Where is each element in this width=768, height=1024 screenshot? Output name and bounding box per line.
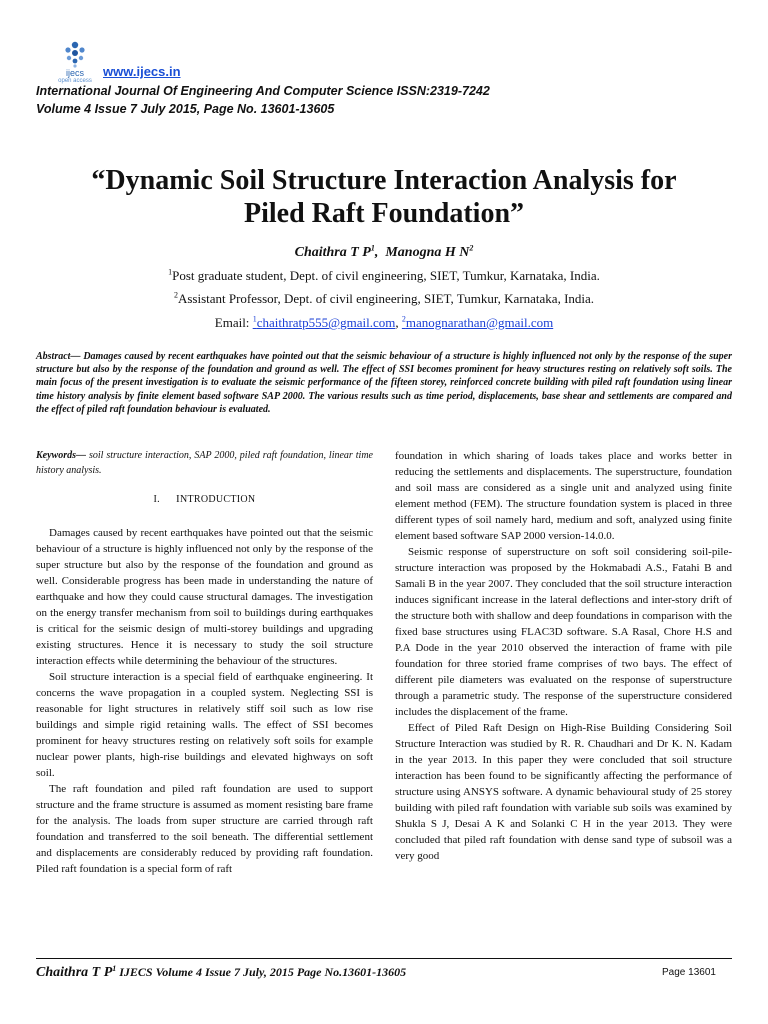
section-title-initial: I <box>175 493 180 505</box>
author-separator: , <box>374 245 386 260</box>
section-heading-introduction <box>36 491 373 508</box>
email-2-text: manognarathan@gmail.com <box>405 315 554 330</box>
email-link-2[interactable] <box>402 315 553 330</box>
affiliation-1-text: Post graduate student, Dept. of civil engineering, SIET, Tumkur, Karnataka, India. <box>172 268 600 283</box>
email-1-text: chaithratp555@gmail.com <box>256 315 396 330</box>
keywords <box>36 448 373 478</box>
keywords-label: Keywords— <box>36 450 86 461</box>
author-2: Manogna H N <box>385 245 470 260</box>
email-line <box>36 315 732 331</box>
paper-title <box>36 164 732 230</box>
affiliation-2 <box>36 291 732 307</box>
author-list <box>36 245 732 261</box>
paragraph: foundation in which sharing of loads takes place and works better in reducing the settlements and displacements. The superstructure, foundation and soil mass are considered as a single unit and analyzed using finite element method (FEM). The structure foundation system is placed in three different types of soil namely hard, medium and soft, analyzed using finite element based software SAP 2000 version-14.0.0. <box>395 450 732 542</box>
journal-website-link[interactable]: www.ijecs.in <box>103 64 181 79</box>
body-column-right <box>395 448 732 864</box>
paper-title-line-1: “Dynamic Soil Structure Interaction Analysis for <box>91 165 677 196</box>
paper-title-line-2: Piled Raft Foundation” <box>243 198 525 229</box>
journal-logo <box>52 40 98 85</box>
logo-icon <box>60 40 90 68</box>
footer-divider <box>36 958 732 959</box>
logo-word: ijecs <box>65 68 84 78</box>
author-1: Chaithra T P <box>294 245 371 260</box>
footer-author: Chaithra T P <box>36 965 113 980</box>
logo-subtitle: open access <box>58 78 92 84</box>
footer-citation <box>36 965 406 981</box>
footer-citation-text: IJECS Volume 4 Issue 7 July, 2015 Page No.13601-13605 <box>116 965 407 979</box>
abstract: Abstract— Damages caused by recent earthquakes have pointed out that the seismic behaviour of a structure is highly influenced not only by the response of the super structure but also by the response of the foundation and ground as well. The effect of SSI becomes prominent for heavy structures resting on relatively soft soils. The main focus of the present investigation is to evaluate the seismic performance of the fifteen storey, reinforced concrete building with piled raft foundation using linear time history analysis by finite element based software SAP 2000. The various results such as time period, displacements, base shear and settlements are compared and the effect of piled raft foundation behaviour is evaluated. <box>36 351 732 415</box>
affiliation-1-sup: 1 <box>168 267 173 277</box>
paragraph: Soil structure interaction is a special field of earthquake engineering. It concerns the wave propagation in a coupled system. Neglecting SSI is reasonable for light structures in relatively stiff soil such as low rise buildings and simple rigid retaining walls. The effect of SSI becomes prominent for heavy structures resting on relatively soft soils for example nuclear power plants, high-rise buildings and elevated highways on soft soil. <box>36 671 373 779</box>
body-column-left <box>36 448 373 877</box>
paragraph: Effect of Piled Raft Design on High-Rise Building Considering Soil Structure Interaction was studied by R. R. Chaudhari and Dr K. N. Kadam in the year 2013. In this paper they were concluded that soil structure interaction has been found to be significantly affecting the performance of structure using ANSYS software. A dynamic behavioural study of 25 storey building with piled raft foundation with variable sub soils was examined by Shukla S J, Desai A K and Solanki C H in the year 2013. They were concluded that piled raft foundation with dense sand type of subsoil was a very good <box>395 722 732 862</box>
section-number: I. <box>153 494 160 505</box>
keywords-text: soil structure interaction, SAP 2000, piled raft foundation, linear time history analysis. <box>36 450 373 476</box>
email-link-1[interactable] <box>253 315 396 330</box>
page-number: Page 13601 <box>662 967 716 978</box>
email-1-sup: 1 <box>252 314 257 324</box>
email-label: Email: <box>214 315 253 330</box>
author-2-sup: 2 <box>469 243 474 253</box>
author-1-sup: 1 <box>370 243 375 253</box>
paragraph: Seismic response of superstructure on soft soil considering soil-pile-structure interaction was proposed by the Hokmabadi A.S., Fatahi B and Samali B in the year 2007. They concluded that the soil structure interaction induces significant increase in the lateral deflections and inter-story drift of the structure both with shallow and deep foundations in comparison with the fixed base structures using FLAC3D software. S.A Rasal, Chore H.S and P.A Dode in the year 2010 observed the interaction of frame with pile foundation for three storied frame comprises of two bays. The effect of different pile diameters was evaluated on the response of superstructure through a parametric study. The response of the superstructure considered includes the displacement of the frame. <box>395 546 732 718</box>
paragraph: The raft foundation and piled raft foundation are used to support structure and the frame structure is assumed as moment resisting bare frame for the analysis. The loads from super structure are carried through raft foundation and transferred to the soil beneath. The differential settlement and displacements are considerably reduced by providing raft foundation. Piled raft foundation is a special form of raft <box>36 783 373 875</box>
footer-author-sup: 1 <box>112 964 117 973</box>
email-separator: , <box>395 315 402 330</box>
affiliation-2-text: Assistant Professor, Dept. of civil engineering, SIET, Tumkur, Karnataka, India. <box>177 291 595 306</box>
affiliation-2-sup: 2 <box>173 290 178 300</box>
affiliation-1 <box>36 268 732 284</box>
email-2-sup: 2 <box>401 314 406 324</box>
journal-name: International Journal Of Engineering And Computer Science ISSN:2319-7242 <box>36 84 490 98</box>
paragraph: Damages caused by recent earthquakes have pointed out that the seismic behaviour of a structure is highly influenced not only by the response of the super structure but also by the response of the foundation and ground as well. Considerable progress has been made in understanding the nature of earthquake and how they could cause structural damages. The investigation on the energy transfer mechanism from soil to buildings during earthquakes is critical for the seismic design of multi-storey buildings and upgrading existing structures. Hence it is necessary to study the soil structure interaction effects while determining the behaviour of the structures. <box>36 527 373 667</box>
journal-issue: Volume 4 Issue 7 July 2015, Page No. 13601-13605 <box>36 102 335 116</box>
section-title-rest: NTRODUCTION <box>179 494 256 505</box>
